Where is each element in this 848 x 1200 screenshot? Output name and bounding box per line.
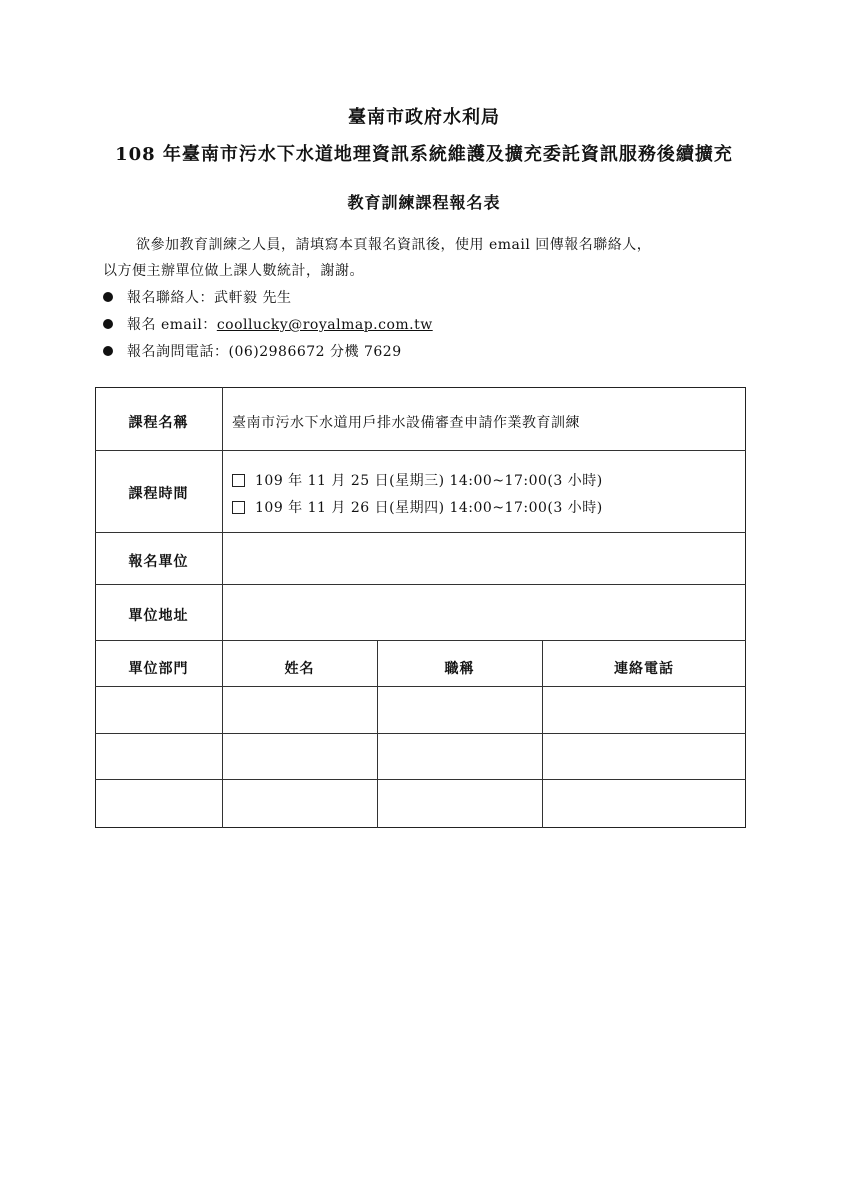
session-2-checkbox[interactable] xyxy=(232,501,245,514)
bullet-icon xyxy=(103,346,113,356)
table-row[interactable] xyxy=(96,734,745,778)
course-name-label: 課程名稱 xyxy=(128,415,189,431)
column-title: 職稱 xyxy=(444,661,475,677)
course-name-value: 臺南市污水下水道用戶排水設備審查申請作業教育訓練 xyxy=(232,415,580,431)
contact-email xyxy=(103,314,433,334)
table-row[interactable] xyxy=(96,687,745,732)
address-field[interactable] xyxy=(223,585,745,639)
contact-person xyxy=(103,287,291,307)
column-department: 單位部門 xyxy=(128,661,189,677)
session-2-label: 109 年 11 月 26 日(星期四) 14:00~17:00(3 小時) xyxy=(255,500,603,516)
column-name: 姓名 xyxy=(284,661,315,677)
session-option-1 xyxy=(232,470,603,490)
email-link[interactable]: coollucky@royalmap.com.tw xyxy=(216,317,433,333)
bullet-icon xyxy=(103,319,113,329)
address-label: 單位地址 xyxy=(128,608,189,624)
contact-phone xyxy=(103,341,402,361)
unit-label: 報名單位 xyxy=(128,554,189,570)
contact-person-label: 報名聯絡人： xyxy=(127,290,214,306)
session-option-2 xyxy=(232,497,603,517)
form-title: 教育訓練課程報名表 xyxy=(347,193,501,212)
table-row[interactable] xyxy=(96,780,745,827)
table-divider xyxy=(95,640,746,641)
project-title: 108 年臺南市污水下水道地理資訊系統維護及擴充委託資訊服務後續擴充 xyxy=(115,144,733,165)
column-phone: 連絡電話 xyxy=(614,661,674,677)
org-title: 臺南市政府水利局 xyxy=(348,107,500,128)
contact-email-label: 報名 email： xyxy=(127,317,217,333)
course-time-label: 課程時間 xyxy=(128,486,189,502)
contact-phone-value: (06)2986672 分機 7629 xyxy=(228,344,402,360)
session-1-checkbox[interactable] xyxy=(232,474,245,487)
unit-field[interactable] xyxy=(223,533,745,583)
intro-line-1: 欲參加教育訓練之人員，請填寫本頁報名資訊後，使用 email 回傳報名聯絡人， xyxy=(136,237,652,253)
contact-phone-label: 報名詢問電話： xyxy=(127,344,229,360)
bullet-icon xyxy=(103,292,113,302)
contact-person-value: 武軒毅 先生 xyxy=(214,290,292,306)
table-divider xyxy=(95,450,746,451)
session-1-label: 109 年 11 月 25 日(星期三) 14:00~17:00(3 小時) xyxy=(255,473,603,489)
intro-line-2: 以方便主辦單位做上課人數統計，謝謝。 xyxy=(103,263,364,279)
